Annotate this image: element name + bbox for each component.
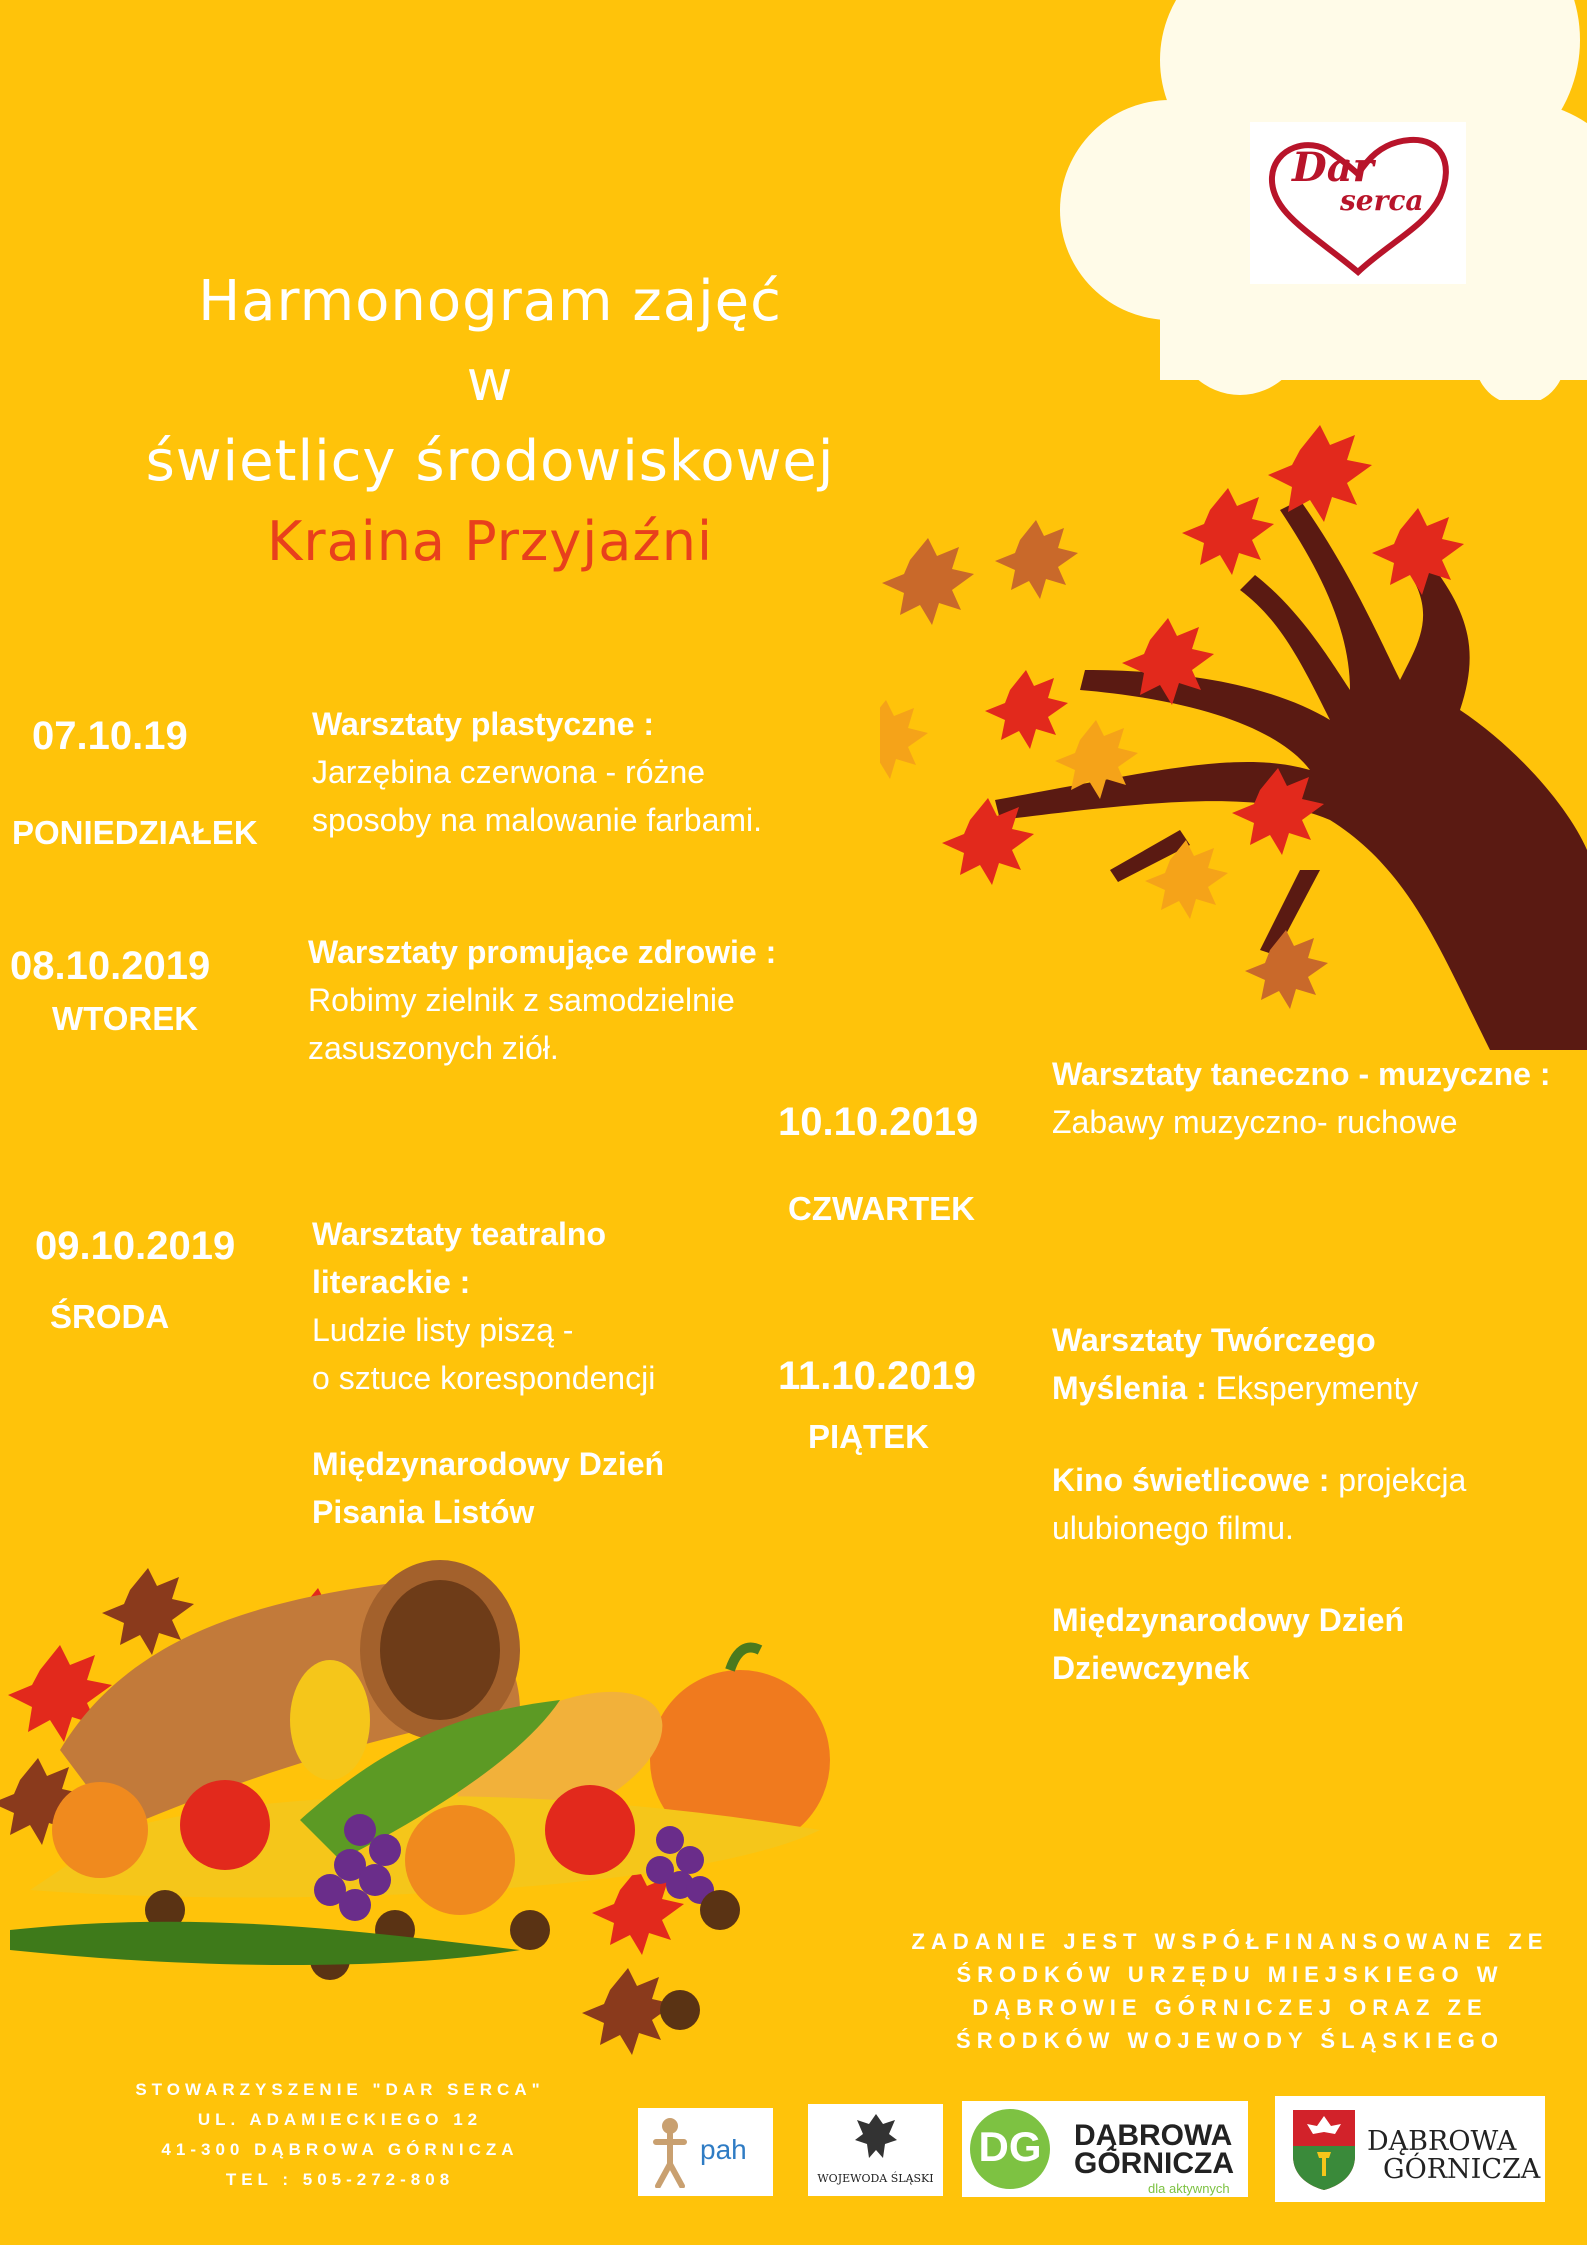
dg-name-line-2: GÓRNICZA [1074,2147,1234,2180]
city-name-line-2: GÓRNICZA [1383,2154,1541,2185]
funding-line-2: ŚRODKÓW URZĘDU MIEJSKIEGO W [956,1962,1504,1987]
activity-wednesday-desc-2: o sztuce korespondencji [312,1360,656,1396]
activity-monday-desc: Jarzębina czerwona - różne sposoby na malowanie farbami. [312,754,763,838]
funding-line-1: ZADANIE JEST WSPÓŁFINANSOWANE ZE [911,1929,1549,1954]
activity-monday-title: Warsztaty plastyczne : [312,706,655,742]
activity-wednesday-title: Warsztaty teatralno literackie : [312,1216,606,1300]
pah-text: pah [700,2134,747,2165]
date-friday: 11.10.2019 [778,1354,976,1398]
address-line-3: 41-300 DĄBROWA GÓRNICZA [161,2140,519,2159]
activity-tuesday-title: Warsztaty promujące zdrowie : [308,934,777,970]
wojewoda-logo [808,2104,943,2196]
title-line-2: w [466,349,514,414]
activity-friday-extra: Międzynarodowy Dzień Dziewczynek [1052,1602,1405,1686]
day-thursday: CZWARTEK [788,1190,975,1227]
logo-text-serca: serca [1340,184,1424,217]
logo-text-dar: Dar [1292,144,1374,191]
activity-thursday [1052,1050,1582,1146]
funding-line-3: DĄBROWIE GÓRNICZEJ ORAZ ZE [972,1995,1488,2020]
activity-monday [312,700,772,844]
date-monday: 07.10.19 [32,714,188,758]
pah-logo [638,2108,773,2196]
activity-friday-line-3 [1052,1456,1532,1552]
date-wednesday: 09.10.2019 [35,1224,236,1268]
wojewoda-text: WOJEWODA ŚLĄSKI [817,2172,934,2185]
cornucopia-illustration [0,1530,860,2070]
title-line-3: świetlicy środowiskowej [145,429,835,494]
dabrowa-gornicza-aktywnych-logo [962,2101,1248,2197]
title-line-1: Harmonogram zajęć [198,269,782,334]
funding-statement [830,1925,1587,2057]
activity-tuesday-desc: Robimy zielnik z samodzielnie zasuszonych ziół. [308,982,735,1066]
page-title [70,262,910,582]
day-friday: PIĄTEK [808,1418,930,1455]
activity-friday-line-1 [1052,1316,1532,1364]
activity-friday-title-2: Myślenia : [1052,1370,1207,1406]
activity-wednesday-extra: Międzynarodowy Dzień Pisania Listów [312,1446,665,1530]
activity-friday-title-3: Kino świetlicowe : [1052,1462,1330,1498]
date-tuesday: 08.10.2019 [10,944,211,988]
activity-friday-desc-3: projekcja ulubionego filmu. [1052,1462,1467,1546]
autumn-branch-illustration [880,390,1587,1050]
figure-icon [650,2116,690,2188]
activity-tuesday [308,928,778,1072]
subtitle: Kraina Przyjaźni [267,510,713,573]
activity-thursday-title: Warsztaty taneczno - muzyczne : [1052,1056,1551,1092]
address-line-4: TEL : 505-272-808 [225,2170,455,2189]
day-tuesday: WTOREK [52,1000,199,1037]
coat-of-arms-icon [1289,2106,1359,2192]
activity-thursday-desc: Zabawy muzyczno- ruchowe [1052,1104,1458,1140]
date-thursday: 10.10.2019 [778,1100,979,1144]
dg-tagline: dla aktywnych [1148,2181,1230,2196]
address-line-2: UL. ADAMIECKIEGO 12 [197,2110,483,2129]
dg-monogram-text: DG [978,2123,1042,2170]
day-wednesday: ŚRODA [50,1298,170,1335]
dabrowa-gornicza-city-logo [1275,2096,1545,2202]
activity-friday [1052,1316,1532,1692]
city-name-line-1: DĄBROWA [1367,2126,1517,2157]
address-line-1: STOWARZYSZENIE "DAR SERCA" [135,2080,545,2099]
dg-name-line-1: DĄBROWA [1074,2119,1233,2152]
eagle-icon [853,2110,899,2166]
organization-address [130,2075,550,2195]
dar-serca-logo [1250,122,1466,284]
activity-friday-desc-1: Eksperymenty [1215,1370,1419,1406]
activity-wednesday-desc-1: Ludzie listy piszą - [312,1312,574,1348]
funding-line-4: ŚRODKÓW WOJEWODY ŚLĄSKIEGO [956,2028,1504,2053]
activity-friday-line-2 [1052,1364,1532,1412]
day-monday: PONIEDZIAŁEK [12,814,258,851]
activity-friday-title-1: Warsztaty Twórczego [1052,1322,1376,1358]
activity-wednesday [312,1210,752,1536]
